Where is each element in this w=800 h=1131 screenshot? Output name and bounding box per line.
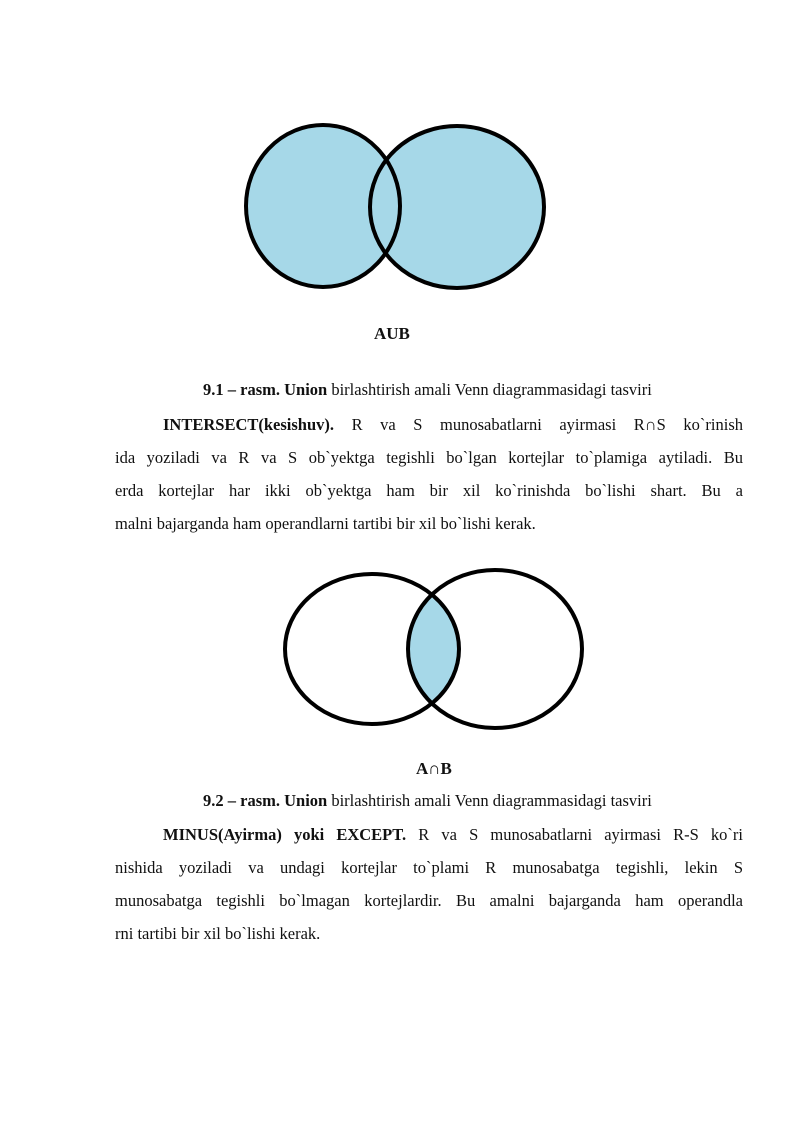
paragraph-line: MINUS(Ayirma) yoki EXCEPT. R va S munosabatlarni ayirmasi R-S ko`ri: [163, 825, 743, 844]
figure-label: A∩B: [416, 759, 452, 778]
paragraph-line: INTERSECT(kesishuv). R va S munosabatlarni ayirmasi R∩S ko`rinish: [163, 415, 743, 434]
figure-label: AUB: [374, 324, 410, 343]
paragraph-line: ida yoziladi va R va S ob`yektga tegishli bo`lgan kortejlar to`plamiga aytiladi. Bu: [115, 448, 743, 467]
paragraph-line: erda kortejlar har ikki ob`yektga ham bir xil ko`rinishda bo`lishi shart. Bu a: [115, 481, 743, 500]
paragraph-line: malni bajarganda ham operandlarni tartibi bir xil bo`lishi kerak.: [115, 514, 536, 533]
term-heading: MINUS(Ayirma) yoki EXCEPT.: [163, 825, 407, 844]
caption-text: birlashtirish amali Venn diagrammasidagi tasviri: [327, 380, 652, 399]
caption-bold: 9.2 – rasm. Union: [203, 791, 328, 810]
paragraph-line: rni tartibi bir xil bo`lishi kerak.: [115, 924, 321, 943]
figure-caption: [203, 791, 652, 811]
caption-bold: 9.1 – rasm. Union: [203, 380, 328, 399]
caption-text: birlashtirish amali Venn diagrammasidagi tasviri: [327, 791, 652, 810]
paragraph-line: munosabatga tegishli bo`lmagan kortejlardir. Bu amalni bajarganda ham operandla: [115, 891, 743, 910]
paragraph-minus: [115, 818, 743, 950]
paragraph-line: nishida yoziladi va undagi kortejlar to`plami R munosabatga tegishli, lekin S: [115, 858, 743, 877]
term-heading: INTERSECT(kesishuv).: [163, 415, 335, 434]
